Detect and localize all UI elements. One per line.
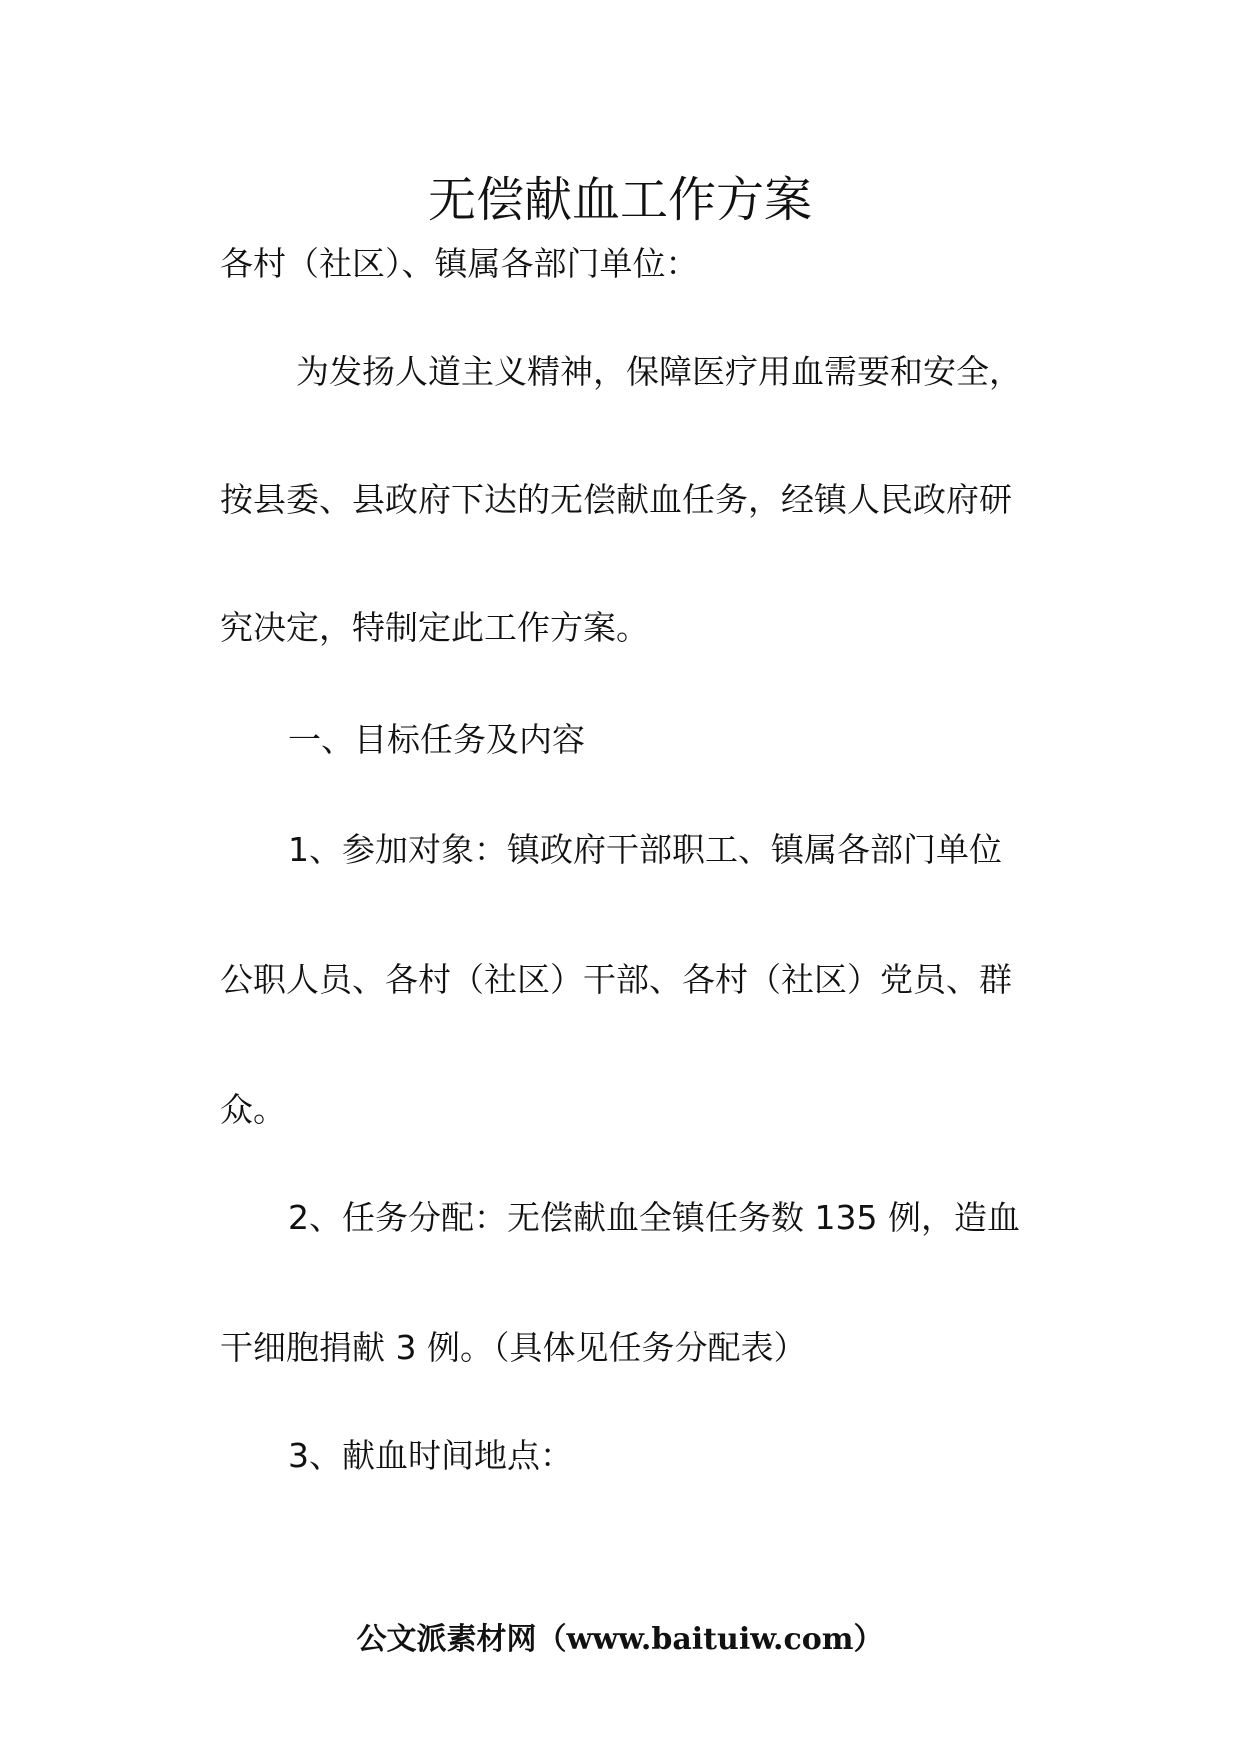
- intro-line-1: 为发扬人道主义精神，保障医疗用血需要和安全，: [296, 352, 1022, 391]
- item-1-line-2: 公职人员、各村（社区）干部、各村（社区）党员、群: [220, 960, 1012, 999]
- item-1-line-1: 1、参加对象：镇政府干部职工、镇属各部门单位: [288, 830, 1002, 869]
- document-title: 无偿献血工作方案: [427, 172, 812, 228]
- section-1-heading: 一、目标任务及内容: [288, 720, 585, 759]
- item-2-line-2: 干细胞捐献 3 例。（具体见任务分配表）: [220, 1328, 807, 1367]
- intro-line-3: 究决定，特制定此工作方案。: [220, 608, 649, 647]
- salutation: 各村（社区）、镇属各部门单位：: [220, 244, 699, 283]
- intro-line-2: 按县委、县政府下达的无偿献血任务，经镇人民政府研: [220, 480, 1012, 519]
- item-3-heading: 3、献血时间地点：: [288, 1436, 573, 1475]
- item-2-line-1: 2、任务分配：无偿献血全镇任务数 135 例，造血: [288, 1198, 1020, 1237]
- item-1-line-3: 众。: [220, 1090, 286, 1129]
- footer-watermark: 公文派素材网（www.baituiw.com）: [356, 1622, 884, 1657]
